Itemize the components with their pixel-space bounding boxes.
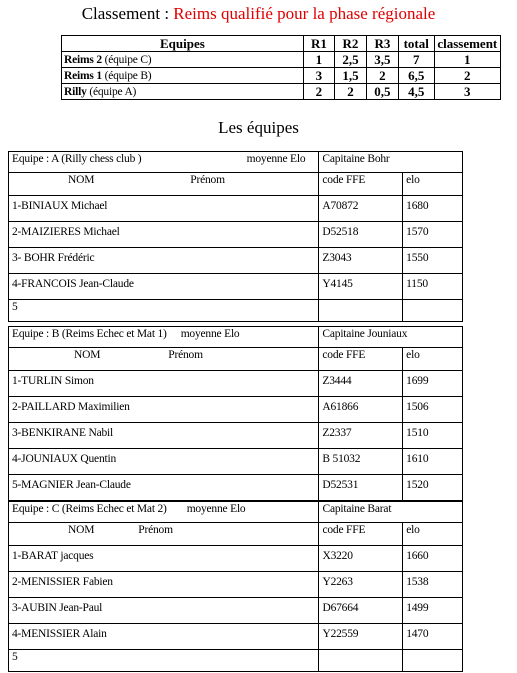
player-elo: 1570	[403, 222, 463, 248]
ranking-total: 4,5	[398, 84, 434, 100]
column-labels: NOM Prénom	[9, 348, 319, 371]
code-label: code FFE	[319, 173, 403, 196]
header-r1: R1	[303, 36, 334, 52]
elo-label: elo	[403, 523, 463, 546]
title-prefix: Classement :	[81, 4, 174, 23]
player-elo: 1506	[403, 397, 463, 423]
player-elo: 1520	[403, 475, 463, 501]
team-captain: Capitaine Bohr	[319, 152, 463, 173]
player-code	[319, 300, 403, 322]
ranking-total: 7	[398, 52, 434, 68]
player-name: 2-MENISSIER Fabien	[9, 572, 319, 598]
player-name: 2-MAIZIERES Michael	[9, 222, 319, 248]
header-equipes: Equipes	[62, 36, 304, 52]
ranking-header-row	[62, 36, 501, 52]
header-total: total	[398, 36, 434, 52]
ranking-table	[61, 35, 501, 100]
elo-label: elo	[403, 173, 463, 196]
player-elo	[403, 650, 463, 672]
ranking-row	[62, 52, 501, 68]
ranking-rank: 3	[434, 84, 500, 100]
player-code: D67664	[319, 598, 403, 624]
teams-subtitle: Les équipes	[218, 118, 299, 137]
player-name: 3-BENKIRANE Nabil	[9, 423, 319, 449]
player-code: Z2337	[319, 423, 403, 449]
team-b-table	[8, 326, 463, 501]
player-code: Z3444	[319, 371, 403, 397]
team-captain: Capitaine Barat	[319, 502, 463, 523]
ranking-team: Rilly (équipe A)	[62, 84, 304, 100]
ranking-rank: 1	[434, 52, 500, 68]
player-elo: 1470	[403, 624, 463, 650]
ranking-team: Reims 2 (équipe C)	[62, 52, 304, 68]
player-elo: 1680	[403, 196, 463, 222]
team-a-table	[8, 151, 463, 322]
team-header: Equipe : C (Reims Echec et Mat 2) moyenne Elo	[9, 502, 319, 523]
player-elo: 1699	[403, 371, 463, 397]
player-elo: 1660	[403, 546, 463, 572]
player-elo	[403, 300, 463, 322]
ranking-r1: 2	[303, 84, 334, 100]
player-code: Y22559	[319, 624, 403, 650]
ranking-team: Reims 1 (équipe B)	[62, 68, 304, 84]
player-name: 3-AUBIN Jean-Paul	[9, 598, 319, 624]
team-c-table	[8, 501, 463, 672]
player-code: Y2263	[319, 572, 403, 598]
ranking-rank: 2	[434, 68, 500, 84]
ranking-row	[62, 68, 501, 84]
player-code: B 51032	[319, 449, 403, 475]
player-name: 4-JOUNIAUX Quentin	[9, 449, 319, 475]
header-r2: R2	[335, 36, 367, 52]
ranking-r1: 3	[303, 68, 334, 84]
page-title	[0, 4, 517, 24]
code-label: code FFE	[319, 348, 403, 371]
ranking-r3: 3,5	[366, 52, 398, 68]
ranking-r1: 1	[303, 52, 334, 68]
team-captain: Capitaine Jouniaux	[319, 327, 463, 348]
player-elo: 1610	[403, 449, 463, 475]
player-name: 1-BINIAUX Michael	[9, 196, 319, 222]
player-name: 1-BARAT jacques	[9, 546, 319, 572]
player-code: Y4145	[319, 274, 403, 300]
player-name: 5-MAGNIER Jean-Claude	[9, 475, 319, 501]
ranking-r2: 1,5	[335, 68, 367, 84]
header-classement: classement	[434, 36, 500, 52]
player-name: 2-PAILLARD Maximilien	[9, 397, 319, 423]
player-code: Z3043	[319, 248, 403, 274]
player-elo: 1510	[403, 423, 463, 449]
ranking-r3: 0,5	[366, 84, 398, 100]
header-r3: R3	[366, 36, 398, 52]
player-elo: 1499	[403, 598, 463, 624]
player-code: D52531	[319, 475, 403, 501]
player-elo: 1538	[403, 572, 463, 598]
ranking-r2: 2	[335, 84, 367, 100]
player-code	[319, 650, 403, 672]
player-elo: 1550	[403, 248, 463, 274]
player-name: 5	[9, 650, 319, 672]
player-name: 1-TURLIN Simon	[9, 371, 319, 397]
player-name: 3- BOHR Frédéric	[9, 248, 319, 274]
player-code: X3220	[319, 546, 403, 572]
elo-label: elo	[403, 348, 463, 371]
title-highlight: Reims qualifié pour la phase régionale	[173, 4, 436, 23]
team-header: Equipe : A (Rilly chess club ) moyenne Elo	[9, 152, 319, 173]
player-code: A70872	[319, 196, 403, 222]
ranking-r2: 2,5	[335, 52, 367, 68]
player-name: 5	[9, 300, 319, 322]
ranking-row	[62, 84, 501, 100]
code-label: code FFE	[319, 523, 403, 546]
player-code: D52518	[319, 222, 403, 248]
player-name: 4-MENISSIER Alain	[9, 624, 319, 650]
ranking-total: 6,5	[398, 68, 434, 84]
column-labels: NOM Prénom	[9, 523, 319, 546]
column-labels: NOM Prénom	[9, 173, 319, 196]
player-name: 4-FRANCOIS Jean-Claude	[9, 274, 319, 300]
player-code: A61866	[319, 397, 403, 423]
ranking-r3: 2	[366, 68, 398, 84]
team-header: Equipe : B (Reims Echec et Mat 1) moyenne Elo	[9, 327, 319, 348]
player-elo: 1150	[403, 274, 463, 300]
